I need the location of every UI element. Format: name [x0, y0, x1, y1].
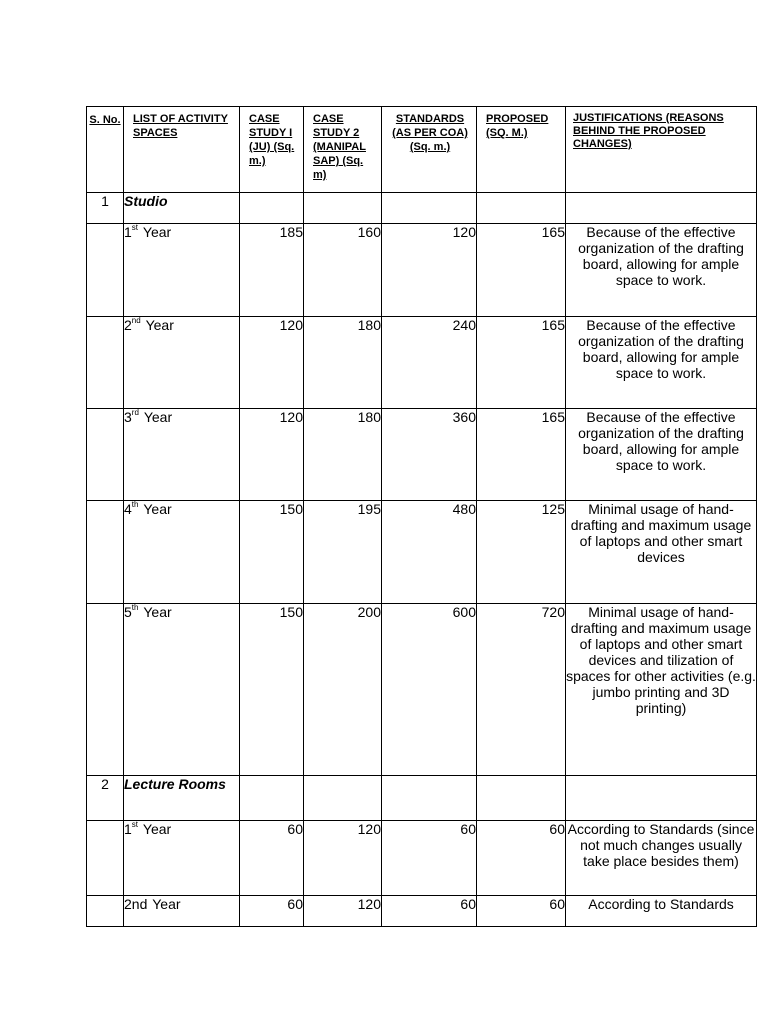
section-row [87, 776, 757, 821]
proposed-value: 720 [477, 604, 566, 776]
justification-text: Minimal usage of hand-drafting and maximum usage of laptops and other smart devices [566, 501, 757, 604]
justification-text: Because of the effective organization of the drafting board, allowing for ample space to work. [566, 317, 757, 409]
case1-value: 60 [240, 821, 304, 896]
proposed-value: 165 [477, 409, 566, 501]
case1-value: 150 [240, 604, 304, 776]
table-row [87, 317, 757, 409]
section-title: Studio [124, 193, 240, 224]
case1-value: 185 [240, 224, 304, 317]
table-row [87, 821, 757, 896]
case2-value: 160 [304, 224, 382, 317]
row-label: 2nd Year [124, 896, 240, 927]
proposed-value: 165 [477, 317, 566, 409]
justification-text: According to Standards (since not much changes usually take place besides them) [566, 821, 757, 896]
proposed-value: 60 [477, 896, 566, 927]
case2-value: 195 [304, 501, 382, 604]
row-label: 3rd Year [124, 409, 240, 501]
table-row [87, 409, 757, 501]
proposed-value: 125 [477, 501, 566, 604]
standards-value: 60 [382, 896, 477, 927]
proposed-value: 60 [477, 821, 566, 896]
header-proposed: PROPOSED (SQ. M.) [477, 107, 566, 193]
case2-value: 120 [304, 821, 382, 896]
row-label: 1st Year [124, 224, 240, 317]
case2-value: 180 [304, 317, 382, 409]
activity-spaces-table [86, 106, 757, 927]
case2-value: 120 [304, 896, 382, 927]
proposed-value: 165 [477, 224, 566, 317]
section-number: 2 [87, 776, 124, 821]
case1-value: 120 [240, 317, 304, 409]
standards-value: 60 [382, 821, 477, 896]
header-activity: LIST OF ACTIVITY SPACES [124, 107, 240, 193]
table-body [87, 193, 757, 927]
header-justification: JUSTIFICATIONS (REASONS BEHIND THE PROPOSED CHANGES) [566, 107, 757, 193]
section-number: 1 [87, 193, 124, 224]
table-row [87, 896, 757, 927]
standards-value: 120 [382, 224, 477, 317]
justification-text: Minimal usage of hand-drafting and maximum usage of laptops and other smart devices and tilization of spaces for other activities (e.g. jumbo printing and 3D printing) [566, 604, 757, 776]
case2-value: 200 [304, 604, 382, 776]
row-label: 1st Year [124, 821, 240, 896]
case1-value: 120 [240, 409, 304, 501]
header-standards: STANDARDS (AS PER COA) (Sq. m.) [382, 107, 477, 193]
justification-text: Because of the effective organization of the drafting board, allowing for ample space to work. [566, 409, 757, 501]
standards-value: 600 [382, 604, 477, 776]
header-case-study-1: CASE STUDY I (JU) (Sq. m.) [240, 107, 304, 193]
header-row [87, 107, 757, 193]
standards-value: 240 [382, 317, 477, 409]
header-sno: S. No. [87, 107, 124, 193]
section-title: Lecture Rooms [124, 776, 240, 821]
standards-value: 360 [382, 409, 477, 501]
case2-value: 180 [304, 409, 382, 501]
case1-value: 150 [240, 501, 304, 604]
table-row [87, 604, 757, 776]
row-label: 2nd Year [124, 317, 240, 409]
justification-text: According to Standards [566, 896, 757, 927]
table-row [87, 501, 757, 604]
header-case-study-2: CASE STUDY 2 (MANIPAL SAP) (Sq. m) [304, 107, 382, 193]
row-label: 5th Year [124, 604, 240, 776]
case1-value: 60 [240, 896, 304, 927]
table-row [87, 224, 757, 317]
row-label: 4th Year [124, 501, 240, 604]
justification-text: Because of the effective organization of the drafting board, allowing for ample space to work. [566, 224, 757, 317]
standards-value: 480 [382, 501, 477, 604]
section-row [87, 193, 757, 224]
